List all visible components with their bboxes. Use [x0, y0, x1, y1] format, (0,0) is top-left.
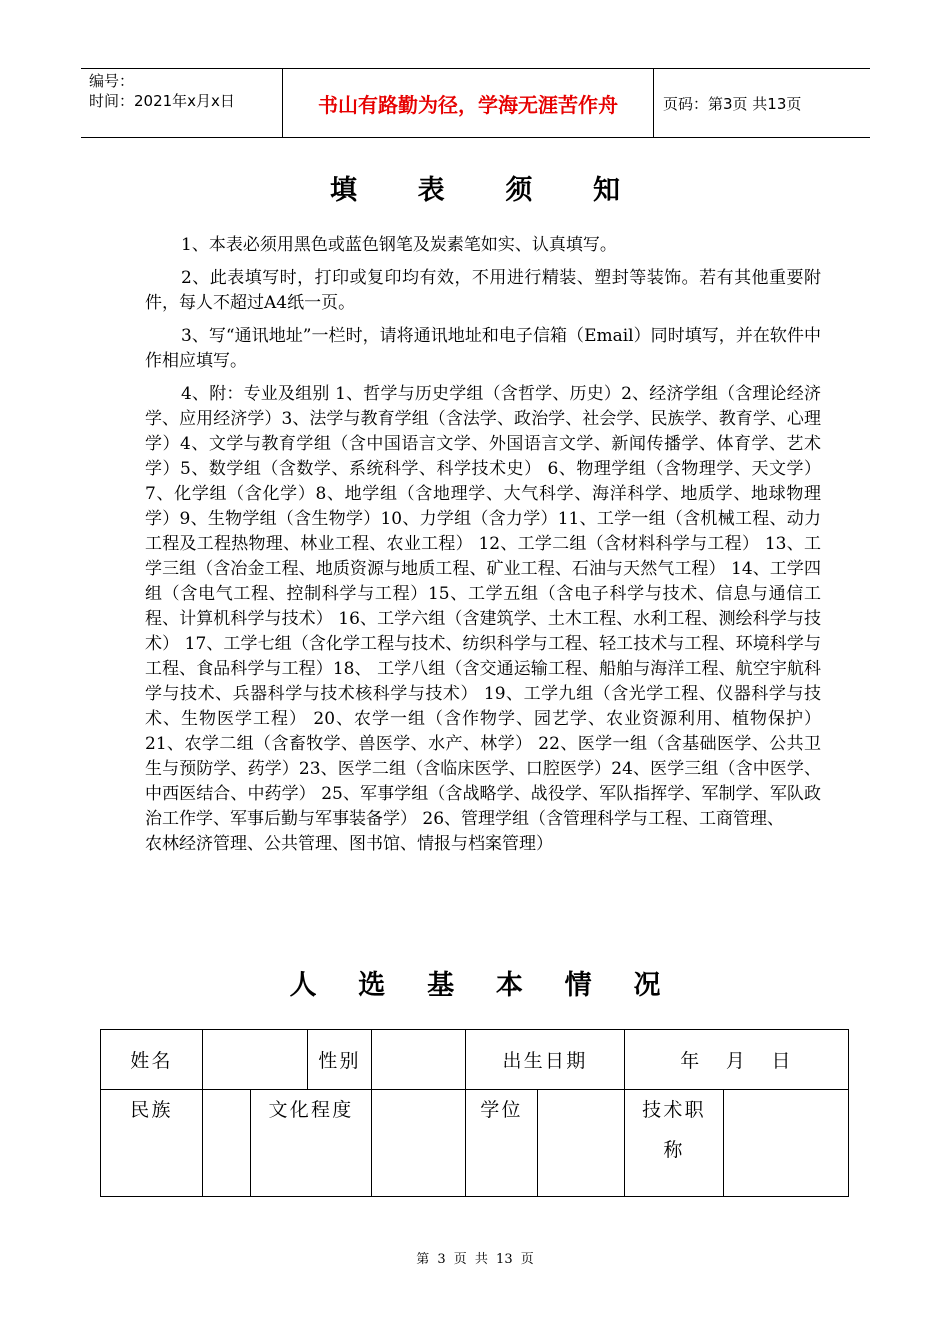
notice-body — [145, 233, 821, 857]
info-row-2 — [101, 1090, 849, 1197]
name-label: 姓名 — [101, 1030, 203, 1090]
degree-field[interactable] — [538, 1090, 625, 1197]
notice-item-1: 1、本表必须用黑色或蓝色钢笔及炭素笔如实、认真填写。 — [181, 235, 617, 255]
name-field[interactable] — [203, 1030, 308, 1090]
ethnicity-label: 民族 — [101, 1090, 203, 1197]
number-label: 编号： — [89, 72, 135, 90]
education-label: 文化程度 — [251, 1090, 372, 1197]
gender-label: 性别 — [308, 1030, 372, 1090]
degree-label: 学位 — [466, 1090, 538, 1197]
tech-title-field[interactable] — [724, 1090, 849, 1197]
header-meta — [81, 69, 282, 137]
notice-item-5: 农林经济管理、公共管理、图书馆、情报与档案管理） — [145, 834, 553, 854]
notice-item-4: 4、附：专业及组别 1、哲学与历史学组（含哲学、历史）2、经济学组（含理论经济学、应用经济学）3、法学与教育学组（含法学、政治学、社会学、民族学、教育学、心理学）4、文学与教育学组（含中国语言文学、外国语言文学、新闻传播学、体育学、艺术学）5、数学组（含数学、系统科学、科学技术史） 6、物理学组（含物理学、天文学）7、化学组（含化学）8、地学组（含地理学、大气科学、海洋科学、地质学、地球物理学）9、生物学组（含生物学）10、力学组（含力学）11、工学一组（含机械工程、动力工程及工程热物理、林业工程、农业工程） 12、工学二组（含材料科学与工程） 13、工学三组（含冶金工程、地质资源与地质工程、矿业工程、石油与天然气工程） 14、工学四组（含电气工程、控制科学与工程）15、工学五组（含电子科学与技术、信息与通信工程、计算机科学与技术） 16、工学六组（含建筑学、土木工程、水利工程、测绘科学与技术） 17、工学七组（含化学工程与技术、纺织科学与工程、轻工技术与工程、环境科学与工程、食品科学与工程）18、 工学八组（含交通运输工程、船舶与海洋工程、航空宇航科学与技术、兵器科学与技术核科学与技术） 19、工学九组（含光学工程、仪器科学与技术、生物医学工程） 20、农学一组（含作物学、园艺学、农业资源利用、植物保护）21、农学二组（含畜牧学、兽医学、水产、林学） 22、医学一组（含基础医学、公共卫生与预防学、药学）23、医学二组（含临床医学、口腔医学）24、医学三组（含中医学、中西医结合、中药学） 25、军事学组（含战略学、战役学、军队指挥学、军制学、军队政治工作学、军事后勤与军事装备学） 26、管理学组（含管理科学与工程、工商管理、 — [145, 384, 821, 829]
info-row-1 — [101, 1030, 849, 1090]
gender-field[interactable] — [372, 1030, 466, 1090]
birth-label: 出生日期 — [466, 1030, 625, 1090]
header-page-info: 页码：第3页 共13页 — [663, 94, 802, 113]
notice-item-2: 2、此表填写时，打印或复印均有效，不用进行精装、塑封等装饰。若有其他重要附件，每人不超过A4纸一页。 — [145, 268, 821, 313]
basic-info-table — [100, 1029, 849, 1197]
notice-item-3: 3、写“通讯地址”一栏时，请将通讯地址和电子信箱（Email）同时填写，并在软件中作相应填写。 — [145, 326, 821, 371]
education-field[interactable] — [372, 1090, 466, 1197]
notice-title: 填 表 须 知 — [329, 175, 646, 206]
tech-title-label-text: 技术职称 — [642, 1099, 706, 1161]
ethnicity-field[interactable] — [203, 1090, 251, 1197]
page-footer: 第 3 页 共 13 页 — [416, 1252, 534, 1267]
page-header — [81, 68, 870, 138]
date-label: 时间：2021年x月x日 — [89, 92, 235, 110]
basic-info-title: 人 选 基 本 情 况 — [289, 970, 677, 1001]
birth-date-field[interactable]: 年 月 日 — [625, 1030, 849, 1090]
header-motto: 书山有路勤为径，学海无涯苦作舟 — [282, 69, 654, 137]
tech-title-label — [625, 1090, 724, 1197]
